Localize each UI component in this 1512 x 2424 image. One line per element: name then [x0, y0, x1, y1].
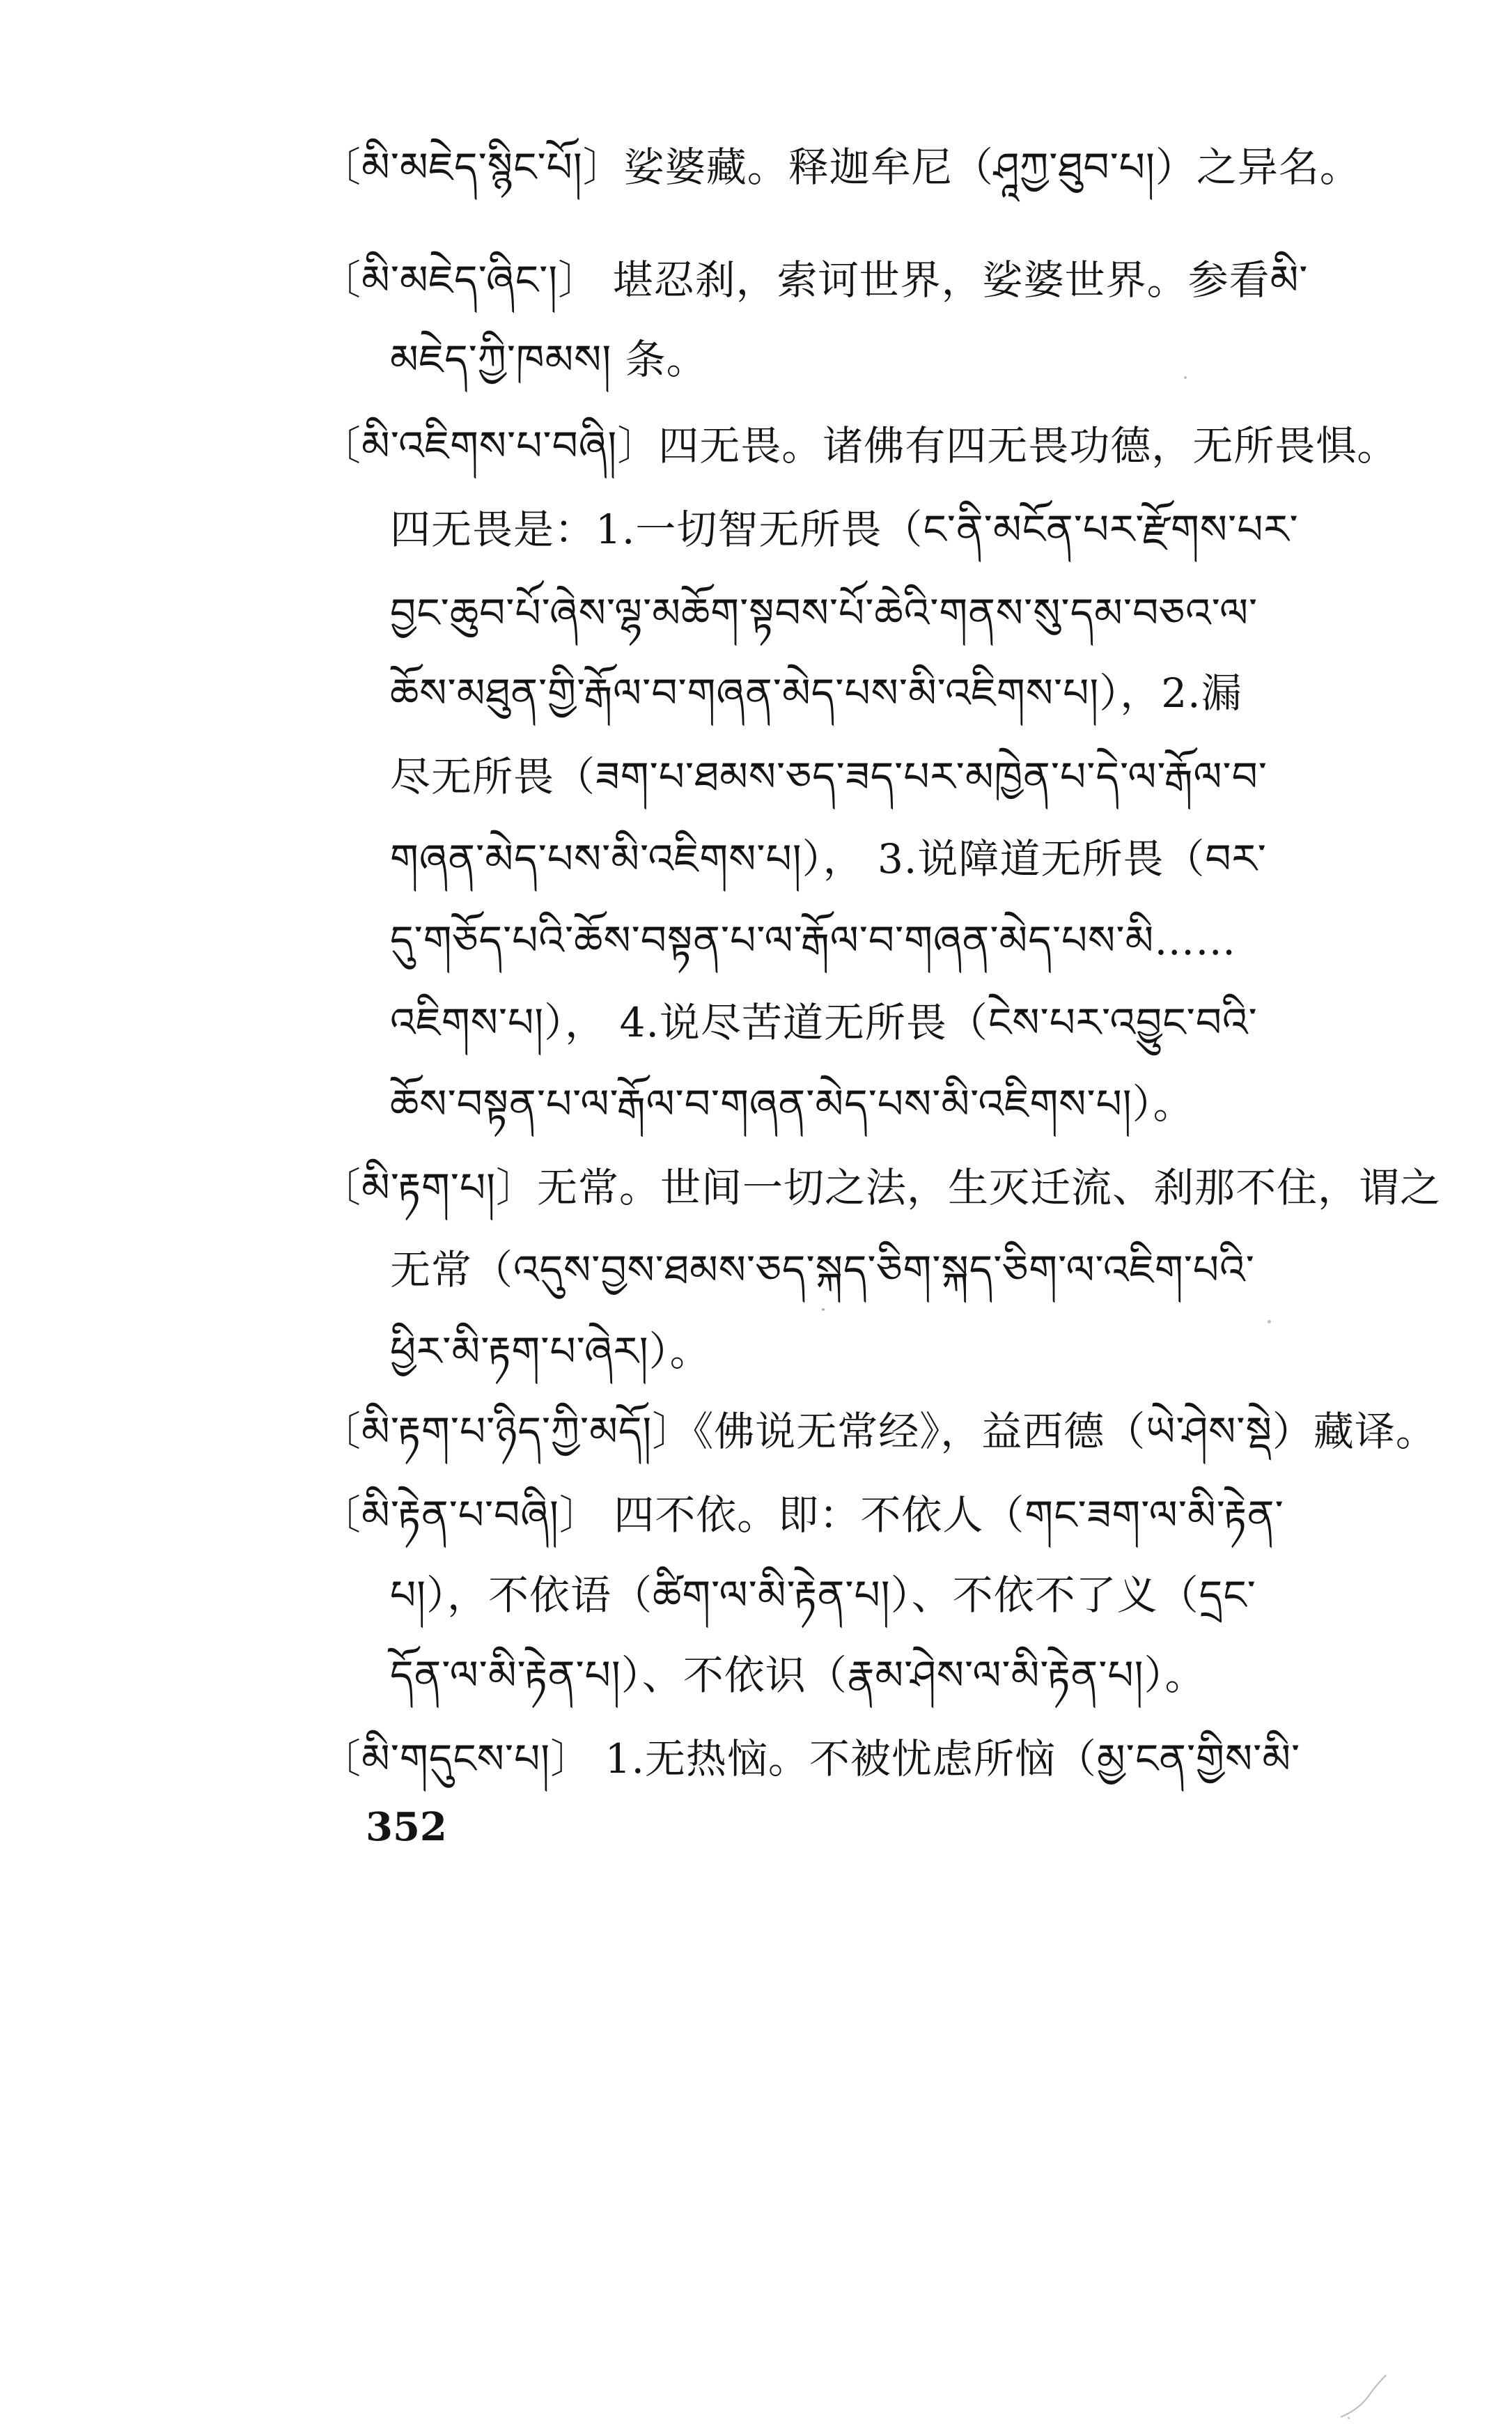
entry-line: ཕྱིར་མི་རྟག་པ་ཞེར།）。: [390, 1328, 711, 1375]
entry-line: 〔མི་གདུངས་པ།〕 1.无热恼。不被忧虑所恼（མྱ་ངན་གྱིས་མི་: [320, 1735, 1301, 1782]
entry-line: དུ་གཅོད་པའི་ཆོས་བསྟན་པ་ལ་རྒོལ་བ་གཞན་མེད་པས་མི……: [390, 917, 1237, 964]
entry-line: ཆོས་མཐུན་གྱི་རྒོལ་བ་གཞན་མེད་པས་མི་འཇིགས་པ།），2.漏: [390, 669, 1242, 717]
entry-line: 〔མི་རྟག་པ།〕无常。世间一切之法，生灭迁流、刹那不住，谓之: [320, 1164, 1442, 1211]
entry-line: དོན་ལ་མི་རྟེན་པ།）、不依识（རྣམ་ཤེས་ལ་མི་རྟེན་པ།）。: [390, 1652, 1206, 1699]
entry-line: འཇིགས་པ།）， 4.说尽苦道无所畏（ངེས་པར་འབྱུང་བའི་: [390, 999, 1258, 1046]
entry-line: པ།），不依语（ཚིག་ལ་མི་རྟེན་པ།）、不依不了义（དྲང་: [390, 1571, 1256, 1619]
entry-line: 尽无所畏（ཟག་པ་ཐམས་ཅད་ཟད་པར་མཁྱེན་པ་དེ་ལ་རྒོལ་བ་: [390, 753, 1268, 800]
entry-line: 〔མི་མཇེད་སྙིང་པོ།〕娑婆藏。释迦牟尼（ཤཱཀྱ་ཐུབ་པ།）之异名。: [320, 143, 1361, 191]
scan-speck: [822, 1308, 825, 1311]
scan-mark: [1337, 2368, 1393, 2424]
entry-line: 四无畏是：1.一切智无所畏（ང་ནི་མངོན་པར་རྫོགས་པར་: [390, 506, 1299, 553]
entry-line: 无常（འདུས་བྱས་ཐམས་ཅད་སྐད་ཅིག་སྐད་ཅིག་ལ་འཇིག་པའི་: [390, 1246, 1255, 1293]
entry-line: 〔མི་མཇེད་ཞིང་།〕 堪忍刹，索诃世界，娑婆世界。参看མི་: [320, 256, 1309, 304]
entry-line: ཆོས་བསྟན་པ་ལ་རྒོལ་བ་གཞན་མེད་པས་མི་འཇིགས་པ།）。: [390, 1080, 1194, 1128]
scan-speck: [1184, 376, 1187, 379]
entry-line: མཇེད་ཀྱི་ཁམས། 条。: [390, 336, 708, 383]
entry-line: 〔མི་རྟག་པ་ཉིད་ཀྱི་མདོ།〕《佛说无常经》，益西德（ཡེ་ཤེས་སྡེ）藏译。: [320, 1408, 1437, 1455]
scan-speck: [1268, 1320, 1271, 1323]
entry-line: 〔མི་རྟེན་པ་བཞི།〕 四不依。即：不依人（གང་ཟག་ལ་མི་རྟེན་: [320, 1491, 1284, 1539]
entry-line: 〔མི་འཇིགས་པ་བཞི།〕四无畏。诸佛有四无畏功德，无所畏惧。: [320, 422, 1398, 469]
page-number: 352: [366, 1804, 447, 1850]
entry-line: གཞན་མེད་པས་མི་འཇིགས་པ།）， 3.说障道无所畏（བར་: [390, 835, 1267, 883]
entry-line: བྱང་ཆུབ་པོ་ཞེས་ལྷ་མཆོག་སྟབས་པོ་ཆེའི་གནས་སུ་དམ་བཅའ་ལ་: [390, 589, 1258, 637]
